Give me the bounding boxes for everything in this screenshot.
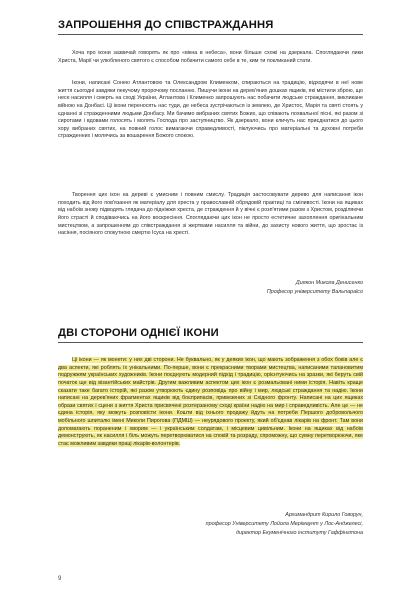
section-divider bbox=[58, 342, 363, 343]
author-name: Диякон Микола Денисенко bbox=[295, 280, 363, 286]
author-title: Професор університету Вальпараїсо bbox=[266, 289, 363, 295]
paragraph: Ікони, написані Сонею Атлантовою та Олександром Клименком, спираються на традицію, відходячи в неї нове життя сьогодні завдяки пекучому пророчому посланню. Пишучи ікони на дерев'яних дошках ящиків, які містили зброю, що несе насилля і смерть на сході України, Атлантова і Клименко запрошують нас побачити людське страждання, викликане війною на Донбасі. Ці ікони переносять нас туди, де небеса зустрічаються із землею, де Христос, Марія та святі стоять у єднанні зі стражденними людьми Донбасу. Ми бачимо вибраних святих Божих, що співають похвальної пісні, які разом зі сиротами і вдовами голосять і молять Господа про заступництво. Як дзеркало, вони кличуть нас приєднатися до цього хору вибраних святих, на повний голос вимагаючи справедливості, піклуючись про матеріальні та духовні потреби стражденних і молячись за вошарення Божого спокою. bbox=[58, 80, 363, 140]
paragraph-highlighted bbox=[58, 357, 363, 449]
highlighted-text: Ці ікони — як монети: у них дві сторони. Не буквально, як у деяких ікон, що мають зображення з обох боків але є два аспекти, які роблять їх унікальними. По-перше, вони є прекрасними творами мистецтва, написаними талановитим подружжям українських художників. Ікони поєднують модерний підхід і традицію, орієнтуючись на зразки, які беруть свій початок ще від візантійських майстрів. Другим важливим аспектом цих ікон є розмальовані ними історія. Навіть краще сказати таке багато історій, які разом утворюють єдину розповідь про війну і мир, людські страждання та надію. Ікони написані на дерев'яних фрагментах ящиків від боєприпасів, привезених зі Східного фронту. Написані на цих ящиках образи святих і сцени з життя Христа присвячені розтерзаному сході країни надію на мир і справедливість. Але це — не єдина історія, яку можуть розповісти ікони. Кошти від іхнього продажу йдуть на потреби Першого добровольчого мобільного шпиталю імені Миколи Пирогова (ПДМШ) — неурядового проекту, який об'єднав лікарів на фронт. Там вони допомагають пораненим і хворим — і українським солдатам, і місцевим цивільним. Ікони на ящиках від набоїв демонструють, як насилля і біль можуть перетворюватися на спокій та розраду, спроможну, що сумну перетворюючи, яке стає можливим завдяки праці лікарів-волонтерів. bbox=[58, 357, 363, 447]
paragraph: Творення цих ікон на дереві є умисним і повним смислу. Традиція застосовувати дерево для написання ікон походить від його пов'язання як матеріалу для хреста у православній обрядовій практиці та сміливості. Ікони на ящиках від набоїв знову підводять глядача до підніжжя хреста, де страждення й у вічні є розп'ятими разом з Христом, розділяючи його страсті й сподіваючись на його воскресіння. Споглядаючи цих ікон не просто естетичне захоплення оригінальним мистецтвом, а запрошенням до співстраждання зі жертвами насилля та війни, до захисту нового життя, що зростає із насіння, посіяного спокутною смертю Ісуса на хресті. bbox=[58, 192, 363, 237]
author-title: професор Університету Лойола Мерімаунт у Лос-Анджелесі, bbox=[205, 521, 363, 527]
author-title: директор Екуменічного інституту Гаффінгтона bbox=[236, 530, 363, 536]
section-title-invitation: ЗАПРОШЕННЯ ДО СПІВСТРАЖДАННЯ bbox=[58, 19, 274, 31]
page-number: 9 bbox=[58, 576, 62, 582]
paragraph: Хоча про ікони зазвичай говорять як про «вікна в небеса», вони більше схожі на дзеркала. Споглядаючи лики Христа, Марії чи улюбленого святого є способом побачити самого себе в те, ким ти покликаний стати. bbox=[58, 50, 363, 64]
author-name: Архимандрит Кирило Говорун, bbox=[285, 512, 363, 518]
section-divider bbox=[58, 34, 363, 35]
section-title-two-sides: ДВІ СТОРОНИ ОДНІЄЇ ІКОНИ bbox=[58, 327, 219, 339]
